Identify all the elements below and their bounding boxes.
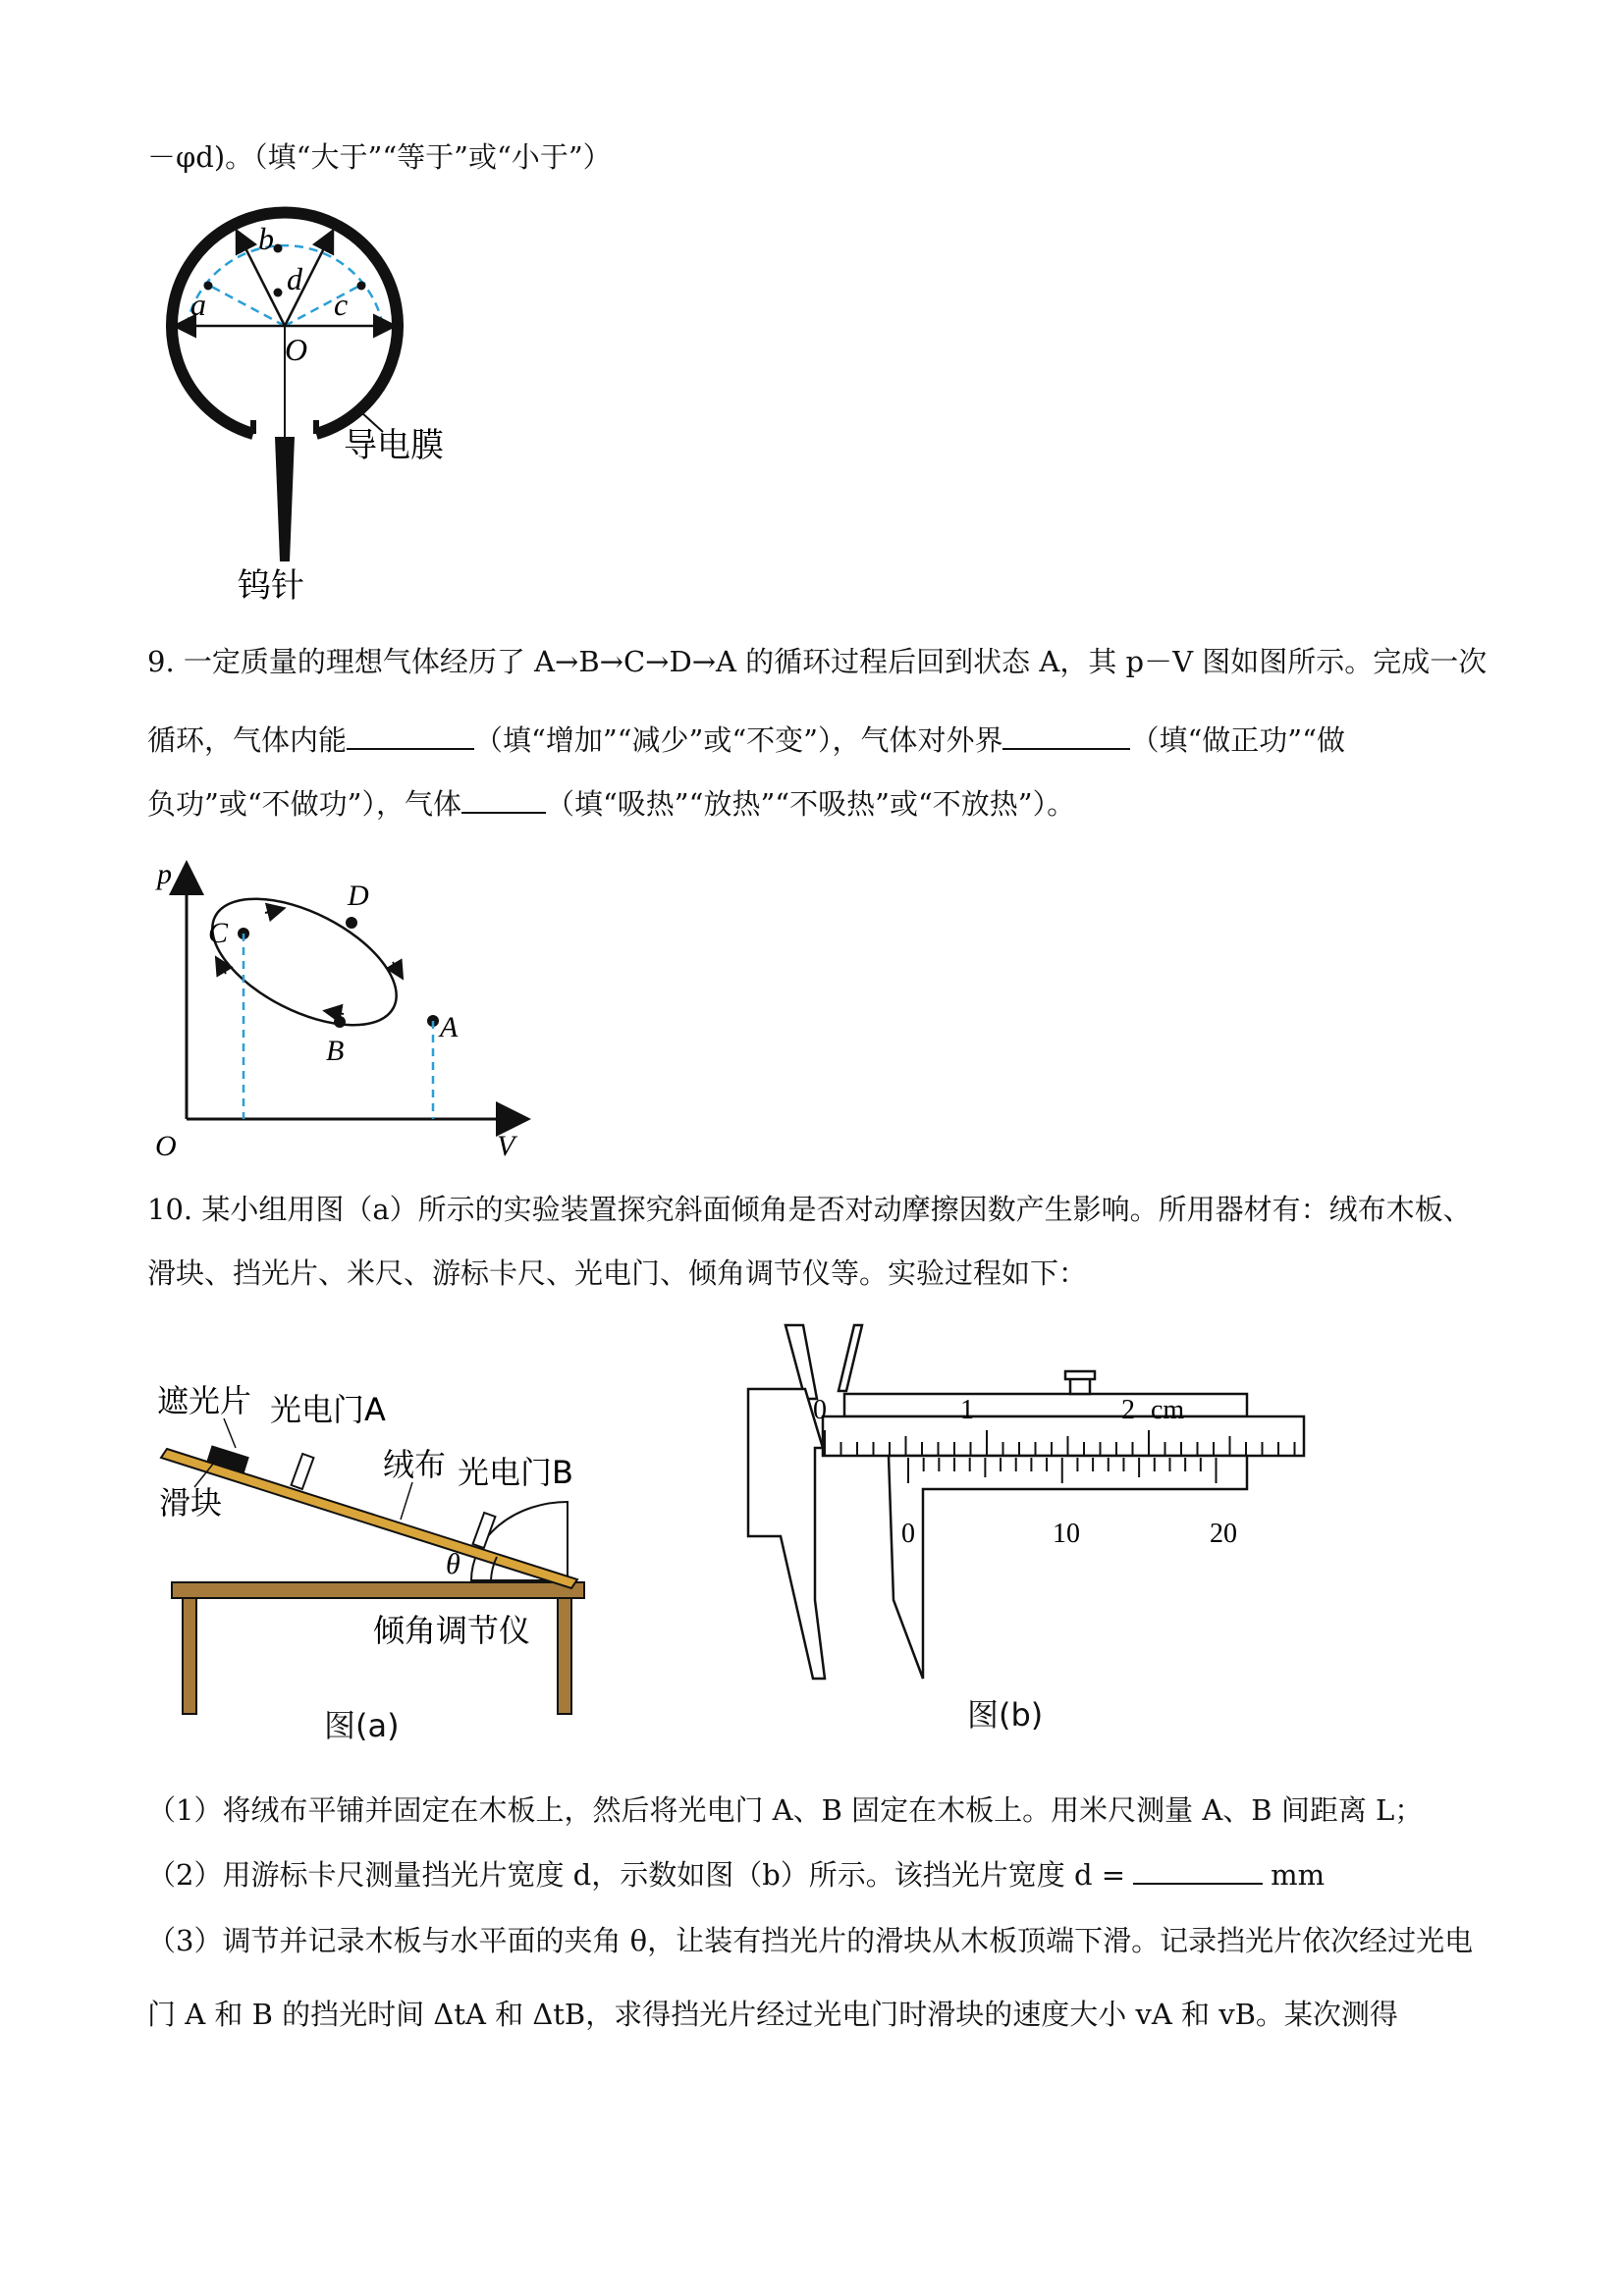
- gate-a-label: 光电门A: [270, 1391, 386, 1428]
- fixed-jaw: [748, 1389, 825, 1679]
- origin-label: O: [155, 1130, 177, 1162]
- figure-a-apparatus: [147, 1364, 599, 1757]
- gate-b-label: 光电门B: [458, 1454, 573, 1491]
- point-b-label: b: [258, 221, 274, 256]
- point-a-label: a: [190, 287, 206, 322]
- step-3-line2: 门 A 和 B 的挡光时间 ΔtA 和 ΔtB，求得挡光片经过光电门时滑块的速度大小 vA 和 vB。某次测得: [147, 1998, 1398, 2031]
- vernier-slider: [889, 1456, 1247, 1679]
- center-o-label: O: [285, 332, 308, 367]
- q9-line1: 9. 一定质量的理想气体经历了 A→B→C→D→A 的循环过程后回到状态 A，其 p－V 图如图所示。完成一次: [147, 645, 1488, 678]
- tungsten-needle: [275, 437, 295, 561]
- equipotential-dashed-arc: [187, 245, 383, 326]
- figure-a-caption: 图(a): [324, 1707, 400, 1744]
- main-beam: [844, 1394, 1247, 1416]
- main-scale: [823, 1416, 1304, 1456]
- needle-label: 钨针: [238, 566, 304, 606]
- axis-p-label: p: [157, 858, 172, 890]
- step-1: （1）将绒布平铺并固定在木板上，然后将光电门 A、B 固定在木板上。用米尺测量 A、B 间距离 L；: [147, 1793, 1424, 1827]
- q9-line3: 负功”或“不做功”），气体 （填“吸热”“放热”“不吸热”或“不放热”）。: [147, 787, 1076, 821]
- point-c-label: c: [334, 287, 349, 322]
- vernier-label-0: 0: [901, 1519, 915, 1549]
- figure-b-vernier-caliper: [736, 1320, 1326, 1693]
- point-d-label: d: [287, 261, 302, 296]
- vernier-label-20: 20: [1210, 1519, 1237, 1549]
- answer-blank-work[interactable]: [1002, 722, 1130, 750]
- film-label: 导电膜: [344, 426, 444, 465]
- main-label-2: 2: [1121, 1395, 1135, 1425]
- pv-diagram: [147, 854, 560, 1168]
- cycle-ellipse: [192, 873, 415, 1051]
- intro-line: －φd)。（填“大于”“等于”或“小于”）: [147, 140, 612, 174]
- q9-line2: 循环，气体内能 （填“增加”“减少”或“不变”），气体对外界 （填“做正功”“做: [147, 723, 1345, 757]
- sphere-figure: [147, 206, 481, 618]
- photogate-a: [292, 1454, 314, 1489]
- q10-line1: 10. 某小组用图（a）所示的实验装置探究斜面倾角是否对动摩擦因数产生影响。所用器材有：绒布木板、: [147, 1193, 1472, 1226]
- point-a-pv: A: [440, 1011, 459, 1043]
- step-3-line1: （3）调节并记录木板与水平面的夹角 θ，让装有挡光片的滑块从木板顶端下滑。记录挡光片依次经过光电: [147, 1924, 1474, 1957]
- theta-label: θ: [446, 1548, 460, 1580]
- shading-label: 遮光片: [157, 1382, 252, 1419]
- figure-b-caption: 图(b): [967, 1696, 1044, 1734]
- vernier-label-10: 10: [1053, 1519, 1080, 1549]
- main-label-1: 1: [960, 1395, 974, 1425]
- table-top: [172, 1582, 584, 1598]
- answer-blank-width[interactable]: [1133, 1857, 1263, 1885]
- main-label-0: 0: [813, 1395, 827, 1425]
- point-c-pv: C: [208, 917, 229, 949]
- main-label-unit: cm: [1151, 1395, 1185, 1425]
- axis-v-label: V: [497, 1130, 515, 1162]
- slider-label: 滑块: [159, 1484, 223, 1522]
- answer-blank-internal-energy[interactable]: [347, 722, 474, 750]
- point-b-pv: B: [326, 1035, 345, 1067]
- adjuster-label: 倾角调节仪: [373, 1612, 531, 1649]
- step-2: （2）用游标卡尺测量挡光片宽度 d，示数如图（b）所示。该挡光片宽度 d = mm: [147, 1858, 1326, 1892]
- q10-line2: 滑块、挡光片、米尺、游标卡尺、光电门、倾角调节仪等。实验过程如下：: [147, 1256, 1088, 1290]
- cloth-label: 绒布: [383, 1446, 447, 1483]
- answer-blank-heat[interactable]: [461, 786, 546, 814]
- point-d-pv: D: [348, 880, 369, 912]
